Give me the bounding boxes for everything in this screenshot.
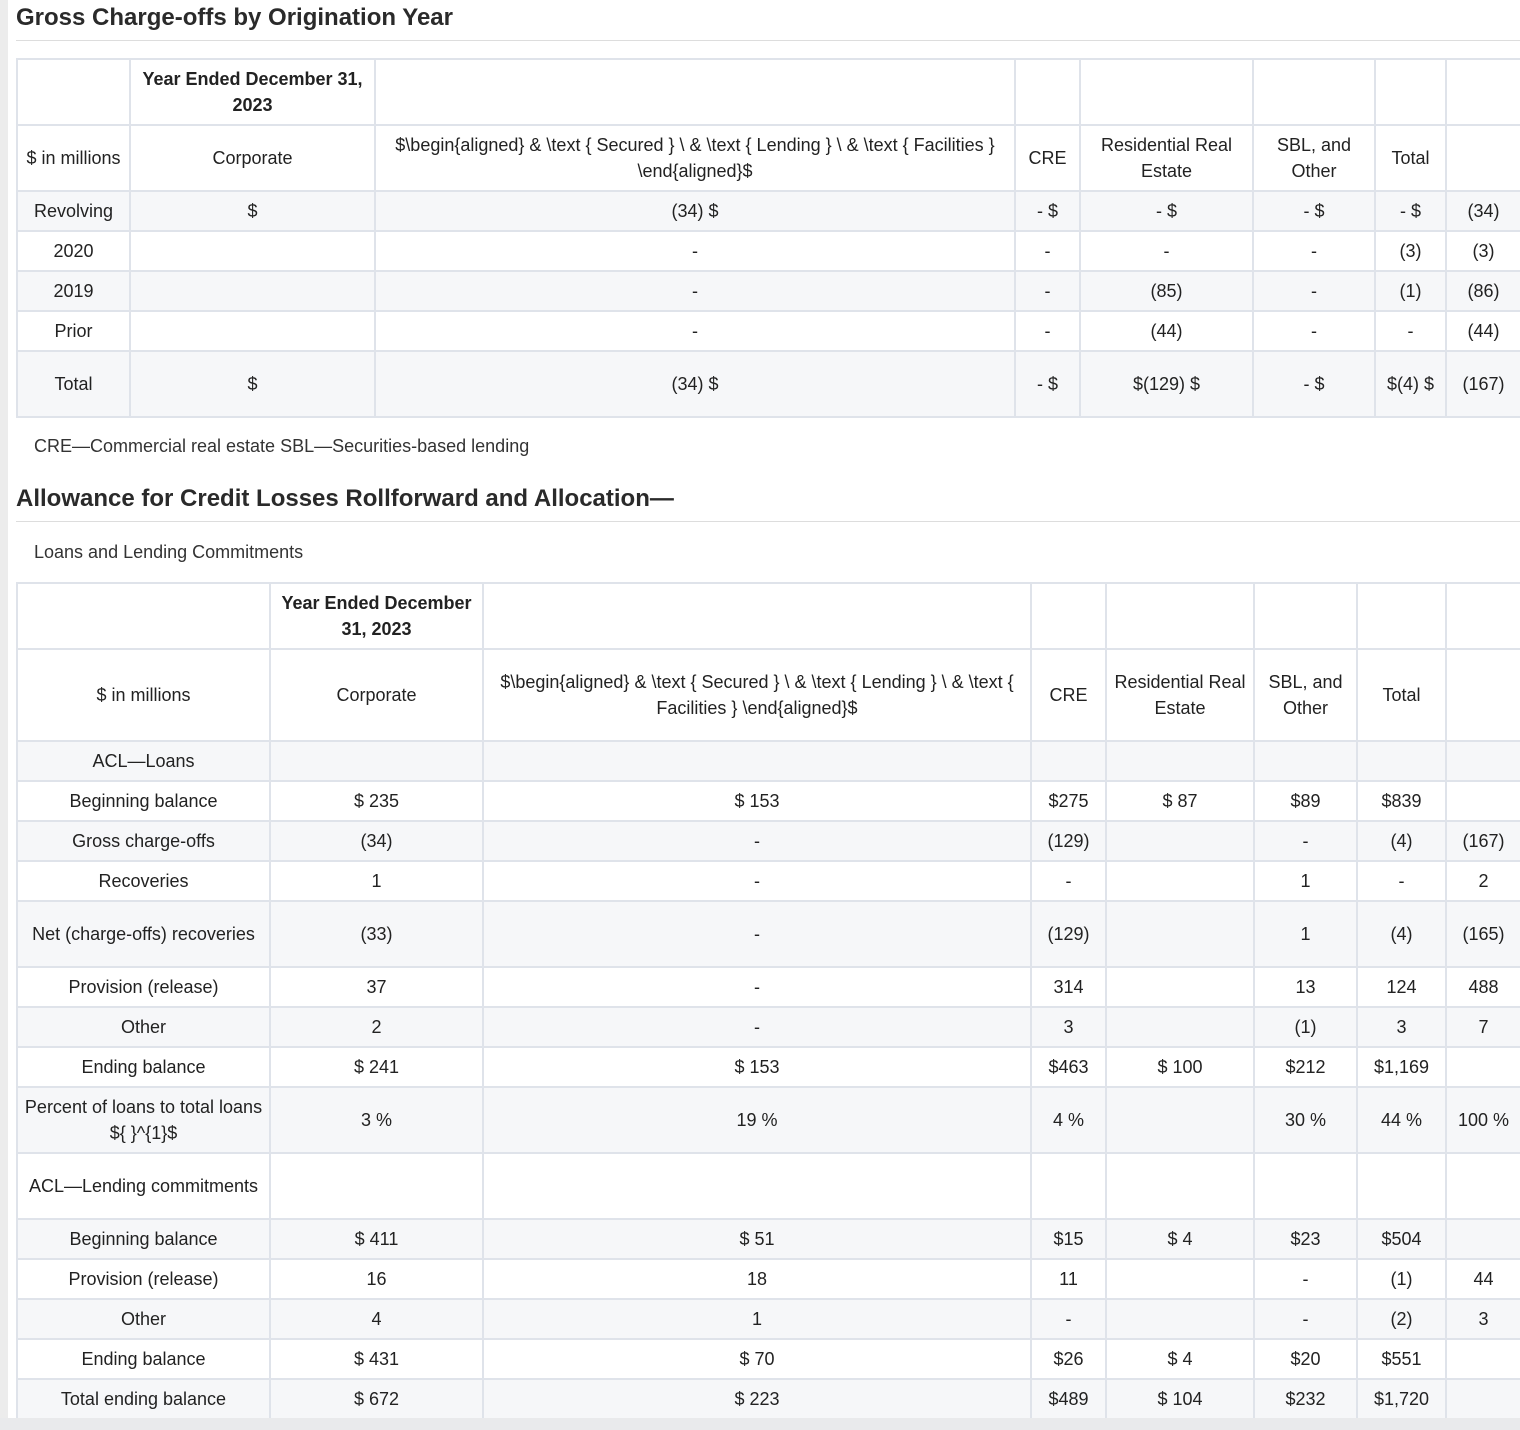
column-header: Residential Real Estate	[1080, 125, 1253, 191]
column-header-row	[17, 649, 1520, 741]
table-row	[17, 191, 1520, 231]
header-empty-cell	[1357, 583, 1446, 649]
table-cell: $489	[1031, 1379, 1106, 1419]
table-cell	[1106, 967, 1254, 1007]
table-cell	[1106, 1153, 1254, 1219]
table-cell: $212	[1254, 1047, 1357, 1087]
table-cell	[1357, 741, 1446, 781]
table-row	[17, 741, 1520, 781]
table-cell: -	[1080, 231, 1253, 271]
table-cell: (129)	[1031, 821, 1106, 861]
table-cell: $15	[1031, 1219, 1106, 1259]
table-cell: $275	[1031, 781, 1106, 821]
table-cell: -	[1254, 1259, 1357, 1299]
table-cell: (2)	[1357, 1299, 1446, 1339]
table-cell	[1106, 1087, 1254, 1153]
table-cell: $	[130, 191, 375, 231]
table-cell: (4)	[1357, 901, 1446, 967]
table-cell: -	[1254, 821, 1357, 861]
table-cell: (167)	[1446, 821, 1520, 861]
row-label: Net (charge-offs) recoveries	[17, 901, 270, 967]
table-row	[17, 1153, 1520, 1219]
table-cell: 37	[270, 967, 483, 1007]
section1-title: Gross Charge-offs by Origination Year	[16, 4, 453, 31]
header-empty-cell	[1446, 583, 1520, 649]
table-cell: $1,169	[1357, 1047, 1446, 1087]
period-header-row	[17, 59, 1520, 125]
table-row	[17, 231, 1520, 271]
row-label: Beginning balance	[17, 781, 270, 821]
header-empty-cell	[1080, 59, 1253, 125]
row-label: Recoveries	[17, 861, 270, 901]
table-cell: 7	[1446, 1007, 1520, 1047]
table-cell: 1	[1254, 901, 1357, 967]
table-cell: (85)	[1080, 271, 1253, 311]
header-empty-cell	[1254, 583, 1357, 649]
table-row	[17, 1339, 1520, 1379]
table-cell: (129)	[1031, 901, 1106, 967]
table-row	[17, 781, 1520, 821]
table-cell: (33)	[270, 901, 483, 967]
column-header-row	[17, 125, 1520, 191]
table-cell: - $	[1375, 191, 1446, 231]
table-row	[17, 1259, 1520, 1299]
table-cell: 314	[1031, 967, 1106, 1007]
table-cell: $26	[1031, 1339, 1106, 1379]
table-cell: -	[1253, 231, 1375, 271]
header-empty-cell	[17, 583, 270, 649]
row-label: Ending balance	[17, 1047, 270, 1087]
row-label: ACL—Lending commitments	[17, 1153, 270, 1219]
gross-chargeoffs-table	[16, 58, 1520, 418]
table-cell: - $	[1253, 191, 1375, 231]
table-cell: $ 70	[483, 1339, 1031, 1379]
row-label: Total ending balance	[17, 1379, 270, 1419]
column-header: Corporate	[270, 649, 483, 741]
header-empty-cell	[483, 583, 1031, 649]
acl-rollforward-table	[16, 582, 1520, 1420]
period-header: Year Ended December 31, 2023	[270, 583, 483, 649]
table-cell	[1106, 1299, 1254, 1339]
table-cell: $232	[1254, 1379, 1357, 1419]
column-header	[1446, 649, 1520, 741]
table-cell: $23	[1254, 1219, 1357, 1259]
table-cell: (3)	[1446, 231, 1520, 271]
row-label: Beginning balance	[17, 1219, 270, 1259]
table-cell: $ 241	[270, 1047, 483, 1087]
table-cell	[1446, 1153, 1520, 1219]
table-cell: $89	[1254, 781, 1357, 821]
table-cell: (44)	[1446, 311, 1520, 351]
row-label: Prior	[17, 311, 130, 351]
table-cell: $ 235	[270, 781, 483, 821]
table-cell: -	[1375, 311, 1446, 351]
table-cell: 1	[270, 861, 483, 901]
table-cell	[483, 1153, 1031, 1219]
row-label: ACL—Loans	[17, 741, 270, 781]
table-cell	[1106, 1259, 1254, 1299]
column-header: Total	[1357, 649, 1446, 741]
table-cell: $ 411	[270, 1219, 483, 1259]
table-cell: (167)	[1446, 351, 1520, 417]
column-header: $ in millions	[17, 649, 270, 741]
column-header: $ in millions	[17, 125, 130, 191]
table-cell: $ 153	[483, 1047, 1031, 1087]
table-row	[17, 861, 1520, 901]
table-cell: (34) $	[375, 191, 1015, 231]
table-cell: (1)	[1357, 1259, 1446, 1299]
table-cell: $ 672	[270, 1379, 483, 1419]
row-label: 2020	[17, 231, 130, 271]
row-label: Percent of loans to total loans ${ }^{1}$	[17, 1087, 270, 1153]
section2-subtitle: Loans and Lending Commitments	[34, 542, 304, 562]
total-row	[17, 351, 1520, 417]
table-row	[17, 1219, 1520, 1259]
table-cell: 488	[1446, 967, 1520, 1007]
table-cell: (44)	[1080, 311, 1253, 351]
table-cell: - $	[1015, 351, 1080, 417]
table-cell	[1106, 861, 1254, 901]
table-cell	[130, 311, 375, 351]
table-row	[17, 821, 1520, 861]
row-label: Provision (release)	[17, 1259, 270, 1299]
abbreviation-footnote: CRE—Commercial real estate SBL—Securities-based lending	[34, 436, 530, 456]
table-cell: (165)	[1446, 901, 1520, 967]
table-cell: -	[375, 231, 1015, 271]
table-cell	[1446, 781, 1520, 821]
table-cell: (86)	[1446, 271, 1520, 311]
column-header	[1446, 125, 1520, 191]
table-cell: $504	[1357, 1219, 1446, 1259]
column-header: $\begin{aligned} & \text { Secured } \ & \text { Lending } \ & \text { Facilities } \end{aligned}$	[375, 125, 1015, 191]
table-cell: -	[375, 311, 1015, 351]
header-empty-cell	[1446, 59, 1520, 125]
table-cell: -	[1031, 1299, 1106, 1339]
table-cell: $ 4	[1106, 1339, 1254, 1379]
table-cell	[130, 271, 375, 311]
column-header: Total	[1375, 125, 1446, 191]
table-cell: 2	[270, 1007, 483, 1047]
table-row	[17, 1007, 1520, 1047]
header-empty-cell	[1015, 59, 1080, 125]
table-cell: -	[483, 821, 1031, 861]
table-row	[17, 901, 1520, 967]
table-cell: - $	[1080, 191, 1253, 231]
period-header-row	[17, 583, 1520, 649]
table-cell: 2	[1446, 861, 1520, 901]
row-label: 2019	[17, 271, 130, 311]
table-cell: (1)	[1254, 1007, 1357, 1047]
table-cell	[1446, 741, 1520, 781]
column-header: SBL, and Other	[1253, 125, 1375, 191]
table-cell: -	[483, 861, 1031, 901]
table-cell	[1106, 821, 1254, 861]
row-label: Gross charge-offs	[17, 821, 270, 861]
table-cell: $463	[1031, 1047, 1106, 1087]
table-cell: $(4) $	[1375, 351, 1446, 417]
table-cell: (34) $	[375, 351, 1015, 417]
row-label: Other	[17, 1299, 270, 1339]
table-cell: -	[483, 901, 1031, 967]
row-label: Revolving	[17, 191, 130, 231]
section2-title: Allowance for Credit Losses Rollforward and Allocation—	[16, 485, 674, 512]
table-cell	[1031, 741, 1106, 781]
table-row	[17, 967, 1520, 1007]
table-cell: -	[1357, 861, 1446, 901]
table-cell: $1,720	[1357, 1379, 1446, 1419]
column-header: CRE	[1015, 125, 1080, 191]
table-cell	[483, 741, 1031, 781]
header-empty-cell	[375, 59, 1015, 125]
table-cell: 4	[270, 1299, 483, 1339]
column-header: Corporate	[130, 125, 375, 191]
table-cell	[1357, 1153, 1446, 1219]
table-cell: -	[1015, 311, 1080, 351]
table-cell: 1	[1254, 861, 1357, 901]
table-row	[17, 1299, 1520, 1339]
table-cell: 3	[1446, 1299, 1520, 1339]
bottom-scroll-edge	[0, 1418, 1520, 1430]
table-cell: 18	[483, 1259, 1031, 1299]
header-empty-cell	[1253, 59, 1375, 125]
table-cell: 4 %	[1031, 1087, 1106, 1153]
left-page-rule	[0, 0, 8, 1430]
table-cell: -	[375, 271, 1015, 311]
table-cell: $ 153	[483, 781, 1031, 821]
table-cell: (4)	[1357, 821, 1446, 861]
table-cell	[1106, 1007, 1254, 1047]
table-cell: -	[1253, 311, 1375, 351]
table-cell: (1)	[1375, 271, 1446, 311]
table-cell: $ 223	[483, 1379, 1031, 1419]
row-label: Other	[17, 1007, 270, 1047]
table-cell: 1	[483, 1299, 1031, 1339]
table-cell: $ 104	[1106, 1379, 1254, 1419]
table-cell	[1446, 1379, 1520, 1419]
table-cell: $	[130, 351, 375, 417]
table-cell: 16	[270, 1259, 483, 1299]
table-cell	[1031, 1153, 1106, 1219]
table-cell	[1106, 901, 1254, 967]
table-cell	[1254, 741, 1357, 781]
table-cell: 30 %	[1254, 1087, 1357, 1153]
column-header: Residential Real Estate	[1106, 649, 1254, 741]
table-cell: $839	[1357, 781, 1446, 821]
table-cell: (34)	[1446, 191, 1520, 231]
table-cell: 3	[1357, 1007, 1446, 1047]
column-header: $\begin{aligned} & \text { Secured } \ & \text { Lending } \ & \text { Facilities } \end{aligned}$	[483, 649, 1031, 741]
table-cell: -	[483, 1007, 1031, 1047]
table-cell	[1254, 1153, 1357, 1219]
table-cell: $ 431	[270, 1339, 483, 1379]
table-cell: $ 4	[1106, 1219, 1254, 1259]
table-cell	[270, 741, 483, 781]
table-cell	[1446, 1339, 1520, 1379]
table-cell: -	[1015, 271, 1080, 311]
table-cell: $551	[1357, 1339, 1446, 1379]
table-cell: -	[1253, 271, 1375, 311]
table-cell: 19 %	[483, 1087, 1031, 1153]
table-cell: (34)	[270, 821, 483, 861]
table-cell: -	[1031, 861, 1106, 901]
table-cell	[1446, 1219, 1520, 1259]
column-header: SBL, and Other	[1254, 649, 1357, 741]
table-cell: -	[1015, 231, 1080, 271]
table-cell: $20	[1254, 1339, 1357, 1379]
table-cell	[270, 1153, 483, 1219]
table-cell: 44	[1446, 1259, 1520, 1299]
table-cell: 3 %	[270, 1087, 483, 1153]
total-row	[17, 1379, 1520, 1419]
table-cell: 3	[1031, 1007, 1106, 1047]
table-cell	[1106, 741, 1254, 781]
table-row	[17, 271, 1520, 311]
row-label: Provision (release)	[17, 967, 270, 1007]
header-empty-cell	[17, 59, 130, 125]
table-cell: - $	[1253, 351, 1375, 417]
table-cell: (3)	[1375, 231, 1446, 271]
table-cell: $ 87	[1106, 781, 1254, 821]
row-label: Total	[17, 351, 130, 417]
table-cell: -	[1254, 1299, 1357, 1339]
header-empty-cell	[1106, 583, 1254, 649]
table-cell: $ 100	[1106, 1047, 1254, 1087]
table-row	[17, 1047, 1520, 1087]
section1-title-rule	[16, 40, 1520, 41]
table-cell: 100 %	[1446, 1087, 1520, 1153]
table-cell: 124	[1357, 967, 1446, 1007]
table-row	[17, 1087, 1520, 1153]
section2-title-rule	[16, 521, 1520, 522]
table-row	[17, 311, 1520, 351]
header-empty-cell	[1375, 59, 1446, 125]
table-cell: $(129) $	[1080, 351, 1253, 417]
table-cell: 44 %	[1357, 1087, 1446, 1153]
table-cell: 11	[1031, 1259, 1106, 1299]
header-empty-cell	[1031, 583, 1106, 649]
row-label: Ending balance	[17, 1339, 270, 1379]
period-header: Year Ended December 31, 2023	[130, 59, 375, 125]
table-cell: -	[483, 967, 1031, 1007]
column-header: CRE	[1031, 649, 1106, 741]
table-cell	[130, 231, 375, 271]
table-cell: - $	[1015, 191, 1080, 231]
table-cell: $ 51	[483, 1219, 1031, 1259]
table-cell: 13	[1254, 967, 1357, 1007]
table-cell	[1446, 1047, 1520, 1087]
